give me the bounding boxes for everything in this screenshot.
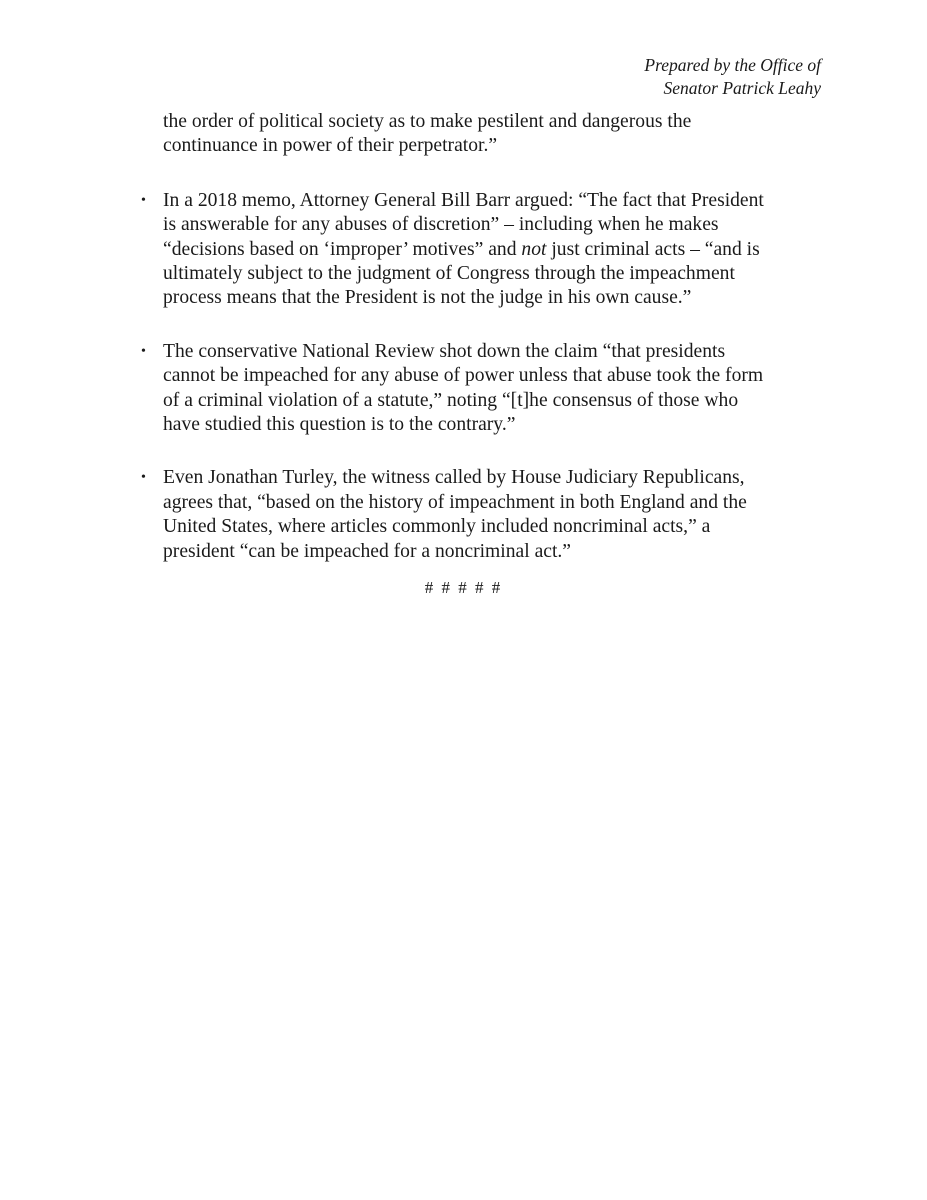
document-body	[141, 110, 863, 593]
paragraph-line: the order of political society as to make pestilent and dangerous the	[163, 111, 692, 132]
end-of-document-mark	[0, 578, 927, 598]
bullet-item-turley	[141, 466, 863, 564]
bullet-line: process means that the President is not the judge in his own cause.”	[163, 287, 692, 309]
bullet-line: cannot be impeached for any abuse of power unless that abuse took the form	[163, 365, 764, 387]
bullet-line	[163, 238, 863, 262]
header-line-1: Prepared by the Office of	[644, 55, 821, 75]
document-header	[644, 54, 821, 100]
bullet-line: ultimately subject to the judgment of Congress through the impeachment	[163, 263, 735, 285]
continued-paragraph	[163, 110, 863, 159]
bullet-line: The conservative National Review shot down the claim “that presidents	[163, 340, 726, 362]
bullet-line: have studied this question is to the contrary.”	[163, 414, 516, 436]
bullet-icon: •	[141, 192, 146, 208]
bullet-text: just criminal acts – “and is	[546, 238, 760, 260]
bullet-item-barr-memo	[141, 189, 863, 311]
bullet-icon: •	[141, 343, 146, 359]
bullet-text: “decisions based on ‘improper’ motives” and	[163, 238, 522, 260]
bullet-line: president “can be impeached for a noncriminal act.”	[163, 540, 572, 562]
bullet-line: of a criminal violation of a statute,” noting “[t]he consensus of those who	[163, 389, 739, 411]
paragraph-line: continuance in power of their perpetrator.”	[163, 135, 498, 157]
bullet-line: In a 2018 memo, Attorney General Bill Barr argued: “The fact that President	[163, 189, 764, 211]
end-mark-text: # # # # #	[424, 578, 503, 597]
bullet-line: United States, where articles commonly included noncriminal acts,” a	[163, 516, 711, 538]
bullet-line: is answerable for any abuses of discretion” – including when he makes	[163, 214, 719, 236]
bullet-line: Even Jonathan Turley, the witness called by House Judiciary Republicans,	[163, 467, 745, 489]
bullet-line: agrees that, “based on the history of impeachment in both England and the	[163, 491, 747, 513]
emphasis-text: not	[521, 238, 547, 260]
header-line-2: Senator Patrick Leahy	[663, 78, 821, 98]
bullet-icon: •	[141, 470, 146, 486]
bullet-item-national-review	[141, 340, 863, 438]
